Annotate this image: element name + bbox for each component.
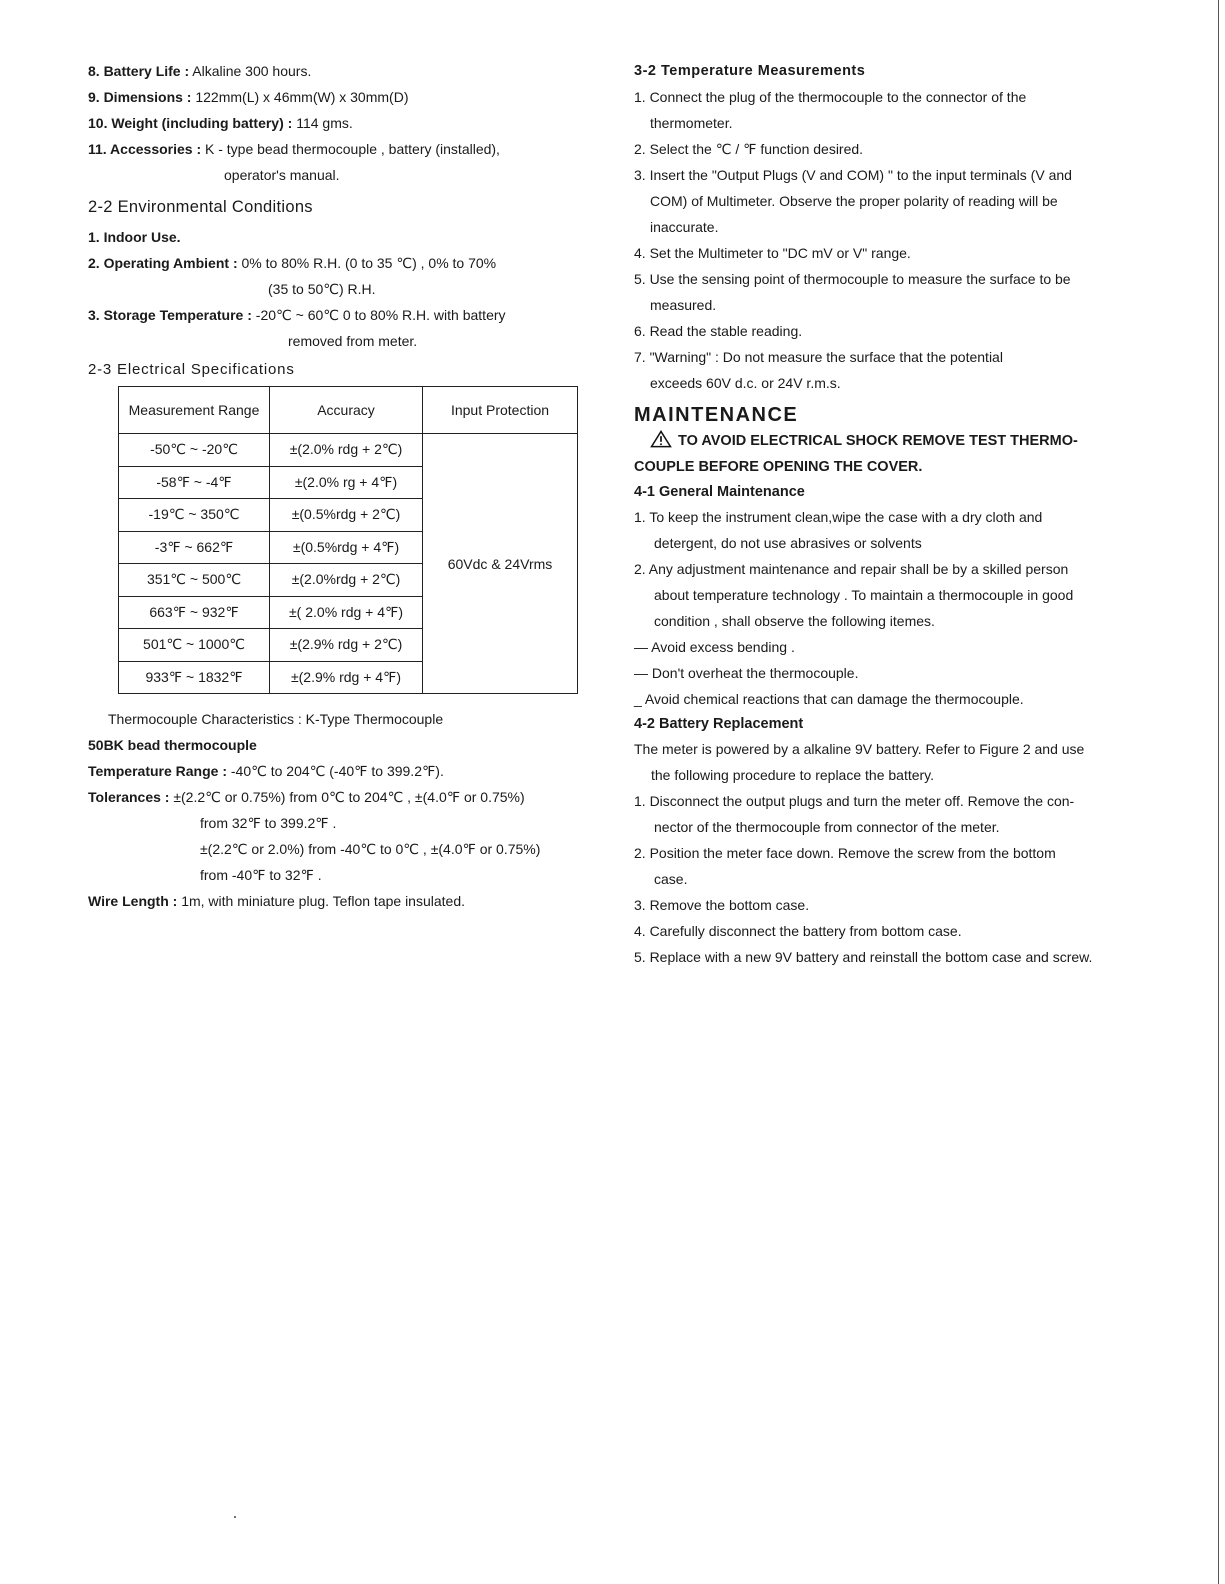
list-item: inaccurate.: [650, 219, 719, 235]
list-item: COM) of Multimeter. Observe the proper polarity of reading will be: [650, 193, 1058, 209]
accuracy-cell: ±(2.9% rdg + 2℃): [270, 629, 423, 662]
list-item: 1. Disconnect the output plugs and turn the meter off. Remove the con-: [634, 793, 1075, 809]
accuracy-cell: ±(0.5%rdg + 2℃): [270, 499, 423, 532]
scan-speck: [234, 1516, 236, 1518]
list-item: 1. Connect the plug of the thermocouple to the connector of the: [634, 89, 1027, 105]
battery-intro-2: the following procedure to replace the battery.: [651, 767, 935, 783]
specs-list: [88, 58, 628, 162]
list-item: 6. Read the stable reading.: [634, 323, 803, 339]
list-item: 2. Position the meter face down. Remove the screw from the bottom: [634, 845, 1056, 861]
range-cell: -19℃ ~ 350℃: [119, 499, 270, 532]
warning-triangle-icon: [650, 430, 672, 448]
header-accuracy: Accuracy: [270, 387, 423, 434]
list-item: nector of the thermocouple from connector of the meter.: [654, 819, 1000, 835]
page-edge-line: [1218, 0, 1220, 1584]
list-item: 2. Any adjustment maintenance and repair shall be by a skilled person: [634, 561, 1069, 577]
table-row: [119, 434, 578, 467]
electrical-heading: 2-3 Electrical Specifications: [88, 361, 295, 378]
list-item: 5. Replace with a new 9V battery and reinstall the bottom case and screw.: [634, 949, 1093, 965]
env-item-2: 2. Operating Ambient : 0% to 80% R.H. (0 to 35 ℃) , 0% to 70%: [88, 255, 497, 271]
range-cell: 501℃ ~ 1000℃: [119, 629, 270, 662]
accuracy-cell: ±(0.5%rdg + 4℉): [270, 531, 423, 564]
header-input-protection: Input Protection: [423, 387, 578, 434]
input-protection-cell: 60Vdc & 24Vrms: [423, 434, 578, 694]
list-item: 4. Carefully disconnect the battery from bottom case.: [634, 923, 962, 939]
env-item-2-cont: (35 to 50℃) R.H.: [268, 281, 376, 297]
range-cell: 663℉ ~ 932℉: [119, 596, 270, 629]
temperature-measurements-heading: 3-2 Temperature Measurements: [634, 63, 866, 79]
accuracy-cell: ±( 2.0% rdg + 4℉): [270, 596, 423, 629]
range-cell: -3℉ ~ 662℉: [119, 531, 270, 564]
list-item: 3. Remove the bottom case.: [634, 897, 810, 913]
list-item: 2. Select the ℃ / ℉ function desired.: [634, 141, 864, 157]
wire-length: Wire Length : 1m, with miniature plug. Teflon tape insulated.: [88, 893, 465, 909]
tolerances-3: ±(2.2℃ or 2.0%) from -40℃ to 0℃ , ±(4.0℉ or 0.75%): [200, 841, 541, 857]
list-item: thermometer.: [650, 115, 733, 131]
general-maintenance-list: [634, 504, 1174, 712]
header-range: Measurement Range: [119, 387, 270, 434]
range-cell: 933℉ ~ 1832℉: [119, 661, 270, 694]
environmental-heading: 2-2 Environmental Conditions: [88, 198, 313, 216]
accuracy-cell: ±(2.0% rg + 4℉): [270, 466, 423, 499]
env-item-3: 3. Storage Temperature : -20℃ ~ 60℃ 0 to 80% R.H. with battery: [88, 307, 506, 323]
list-item: case.: [654, 871, 688, 887]
list-item: about temperature technology . To maintain a thermocouple in good: [654, 587, 1074, 603]
spec-item: 11. Accessories : K - type bead thermocouple , battery (installed),: [88, 141, 500, 157]
range-cell: -58℉ ~ -4℉: [119, 466, 270, 499]
spec-item: 8. Battery Life : Alkaline 300 hours.: [88, 63, 312, 79]
tolerances-4: from -40℉ to 32℉ .: [200, 867, 322, 883]
general-maintenance-heading: 4-1 General Maintenance: [634, 484, 805, 500]
env-item-3-cont: removed from meter.: [288, 333, 418, 349]
accessories-continuation: operator's manual.: [224, 167, 340, 183]
left-column: [88, 58, 628, 914]
accuracy-cell: ±(2.0% rdg + 2℃): [270, 434, 423, 467]
spec-item: 10. Weight (including battery) : 114 gms.: [88, 115, 353, 131]
battery-replacement-heading: 4-2 Battery Replacement: [634, 716, 804, 732]
spec-table: [118, 386, 578, 694]
list-item: 3. Insert the "Output Plugs (V and COM) " to the input terminals (V and: [634, 167, 1072, 183]
tolerances-2: from 32℉ to 399.2℉ .: [200, 815, 337, 831]
accuracy-cell: ±(2.9% rdg + 4℉): [270, 661, 423, 694]
battery-steps: [634, 788, 1174, 970]
warning-line-1: TO AVOID ELECTRICAL SHOCK REMOVE TEST THERMO-: [634, 428, 1174, 454]
list-item: — Don't overheat the thermocouple.: [634, 665, 859, 681]
tolerances-1: Tolerances : ±(2.2℃ or 0.75%) from 0℃ to 204℃ , ±(4.0℉ or 0.75%): [88, 789, 525, 805]
warning-line-2: COUPLE BEFORE OPENING THE COVER.: [634, 459, 923, 475]
list-item: detergent, do not use abrasives or solvents: [654, 535, 922, 551]
list-item: 1. To keep the instrument clean,wipe the case with a dry cloth and: [634, 509, 1043, 525]
list-item: condition , shall observe the following itemes.: [654, 613, 935, 629]
env-item-1: 1. Indoor Use.: [88, 229, 181, 245]
list-item: _ Avoid chemical reactions that can damage the thermocouple.: [634, 691, 1024, 707]
spec-table-header: [119, 387, 578, 434]
range-cell: 351℃ ~ 500℃: [119, 564, 270, 597]
list-item: 5. Use the sensing point of thermocouple to measure the surface to be: [634, 271, 1071, 287]
battery-intro-1: The meter is powered by a alkaline 9V battery. Refer to Figure 2 and use: [634, 741, 1085, 757]
bead-thermocouple: 50BK bead thermocouple: [88, 737, 257, 753]
spec-table-body: [119, 434, 578, 694]
accuracy-cell: ±(2.0%rdg + 2℃): [270, 564, 423, 597]
list-item: measured.: [650, 297, 717, 313]
range-cell: -50℃ ~ -20℃: [119, 434, 270, 467]
list-item: 7. "Warning" : Do not measure the surface that the potential: [634, 349, 1003, 365]
temperature-steps: [634, 84, 1174, 396]
right-column: [634, 58, 1174, 970]
maintenance-title: MAINTENANCE: [634, 404, 799, 426]
spec-item: 9. Dimensions : 122mm(L) x 46mm(W) x 30mm(D): [88, 89, 409, 105]
thermocouple-characteristics: Thermocouple Characteristics : K-Type Thermocouple: [108, 711, 444, 727]
list-item: — Avoid excess bending .: [634, 639, 795, 655]
list-item: exceeds 60V d.c. or 24V r.m.s.: [650, 375, 841, 391]
temperature-range: Temperature Range : -40℃ to 204℃ (-40℉ to 399.2℉).: [88, 763, 444, 779]
list-item: 4. Set the Multimeter to "DC mV or V" range.: [634, 245, 911, 261]
